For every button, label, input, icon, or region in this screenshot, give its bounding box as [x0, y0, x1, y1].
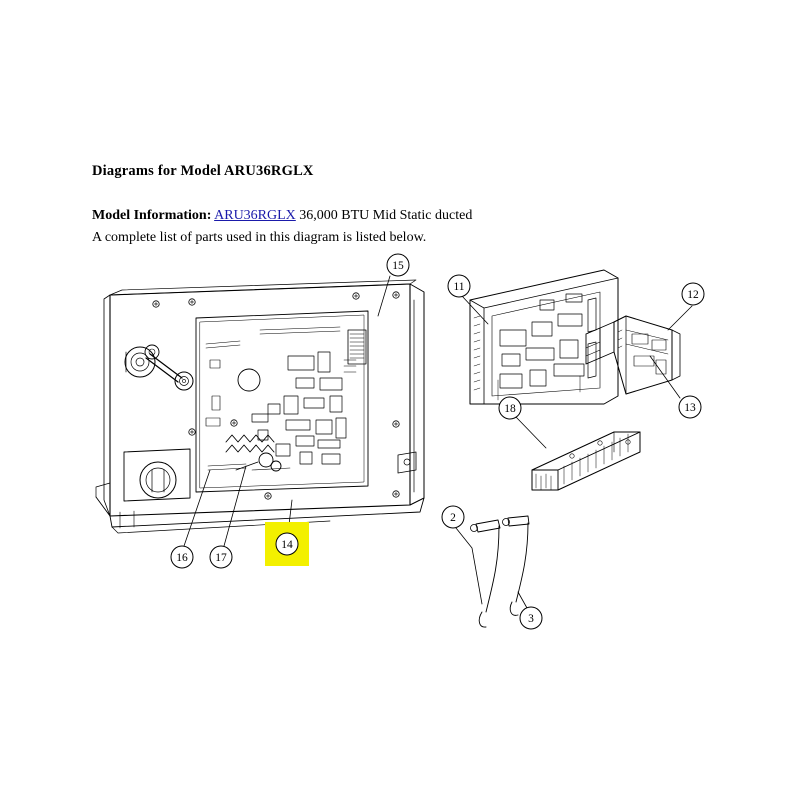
- callout-12[interactable]: [682, 283, 704, 305]
- model-information-label: Model Information:: [92, 208, 212, 223]
- model-link[interactable]: ARU36RGLX: [214, 208, 296, 223]
- callout-label: 13: [684, 402, 696, 414]
- callout-label: 2: [450, 512, 456, 524]
- callout-14[interactable]: [265, 522, 309, 566]
- callout-18[interactable]: [499, 397, 521, 419]
- callout-15[interactable]: [387, 254, 409, 276]
- callout-2[interactable]: [442, 506, 464, 528]
- callout-label: 12: [687, 289, 699, 301]
- page-title: Diagrams for Model ARU36RGLX: [92, 163, 314, 179]
- parts-list-note: A complete list of parts used in this diagram is listed below.: [92, 230, 427, 245]
- callout-label: 11: [453, 281, 465, 293]
- callout-label: 17: [215, 552, 227, 564]
- callout-label: 16: [176, 552, 188, 564]
- callout-label: 15: [392, 260, 404, 272]
- callout-label: 3: [528, 613, 534, 625]
- callout-11[interactable]: [448, 275, 470, 297]
- callout-13[interactable]: [679, 396, 701, 418]
- model-description: 36,000 BTU Mid Static ducted: [299, 208, 473, 223]
- callout-label: 18: [504, 403, 516, 415]
- callout-16[interactable]: [171, 546, 193, 568]
- callout-3[interactable]: [520, 607, 542, 629]
- callout-17[interactable]: [210, 546, 232, 568]
- callout-label: 14: [281, 539, 293, 551]
